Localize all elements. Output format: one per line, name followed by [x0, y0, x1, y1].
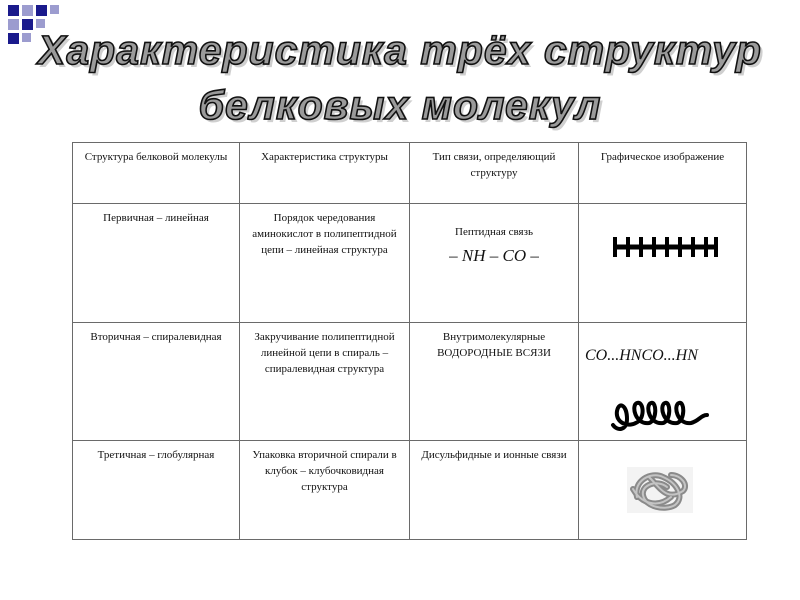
decor-square	[50, 5, 59, 14]
table-row	[73, 441, 747, 540]
table-header-row	[73, 143, 747, 204]
table-row	[73, 204, 747, 323]
decor-square	[22, 5, 33, 16]
cell-characteristic: Упаковка вторичной спирали в клубок – клубочковидная структура	[240, 441, 410, 540]
bond-type-label: Пептидная связь	[455, 226, 533, 238]
cell-graphic	[579, 323, 747, 441]
cell-structure: Вторичная – спиралевидная	[73, 323, 240, 441]
helix-spiral-icon	[609, 389, 713, 437]
header-structure: Структура белковой молекулы	[73, 143, 240, 204]
protein-structure-table	[72, 142, 747, 540]
peptide-bond-formula: – NH – CO –	[449, 246, 539, 265]
globular-tangle-icon	[627, 467, 693, 513]
cell-structure: Первичная – линейная	[73, 204, 240, 323]
cell-structure: Третичная – глобулярная	[73, 441, 240, 540]
cell-characteristic: Порядок чередования аминокислот в полипептидной цепи – линейная структура	[240, 204, 410, 323]
slide-title-line-2: белковых молекул	[198, 82, 602, 128]
header-bond-type: Тип связи, определяющий структуру	[410, 143, 579, 204]
decor-square	[8, 5, 19, 16]
decor-square	[36, 5, 47, 16]
cell-characteristic: Закручивание полипептидной линейной цепи в спираль – спиралевидная структура	[240, 323, 410, 441]
cell-graphic	[579, 441, 747, 540]
linear-chain-icon	[609, 234, 721, 260]
hydrogen-bond-label: CO...HNCO...HN	[585, 347, 698, 364]
cell-bond-type: Внутримолекулярные ВОДОРОДНЫЕ ВСЯЗИ	[410, 323, 579, 441]
slide-title-line-1: Характеристика трёх структур	[38, 27, 762, 73]
header-graphic: Графическое изображение	[579, 143, 747, 204]
header-characteristic: Характеристика структуры	[240, 143, 410, 204]
cell-graphic	[579, 204, 747, 323]
table-row	[73, 323, 747, 441]
cell-bond-type: Дисульфидные и ионные связи	[410, 441, 579, 540]
cell-bond-type	[410, 204, 579, 323]
